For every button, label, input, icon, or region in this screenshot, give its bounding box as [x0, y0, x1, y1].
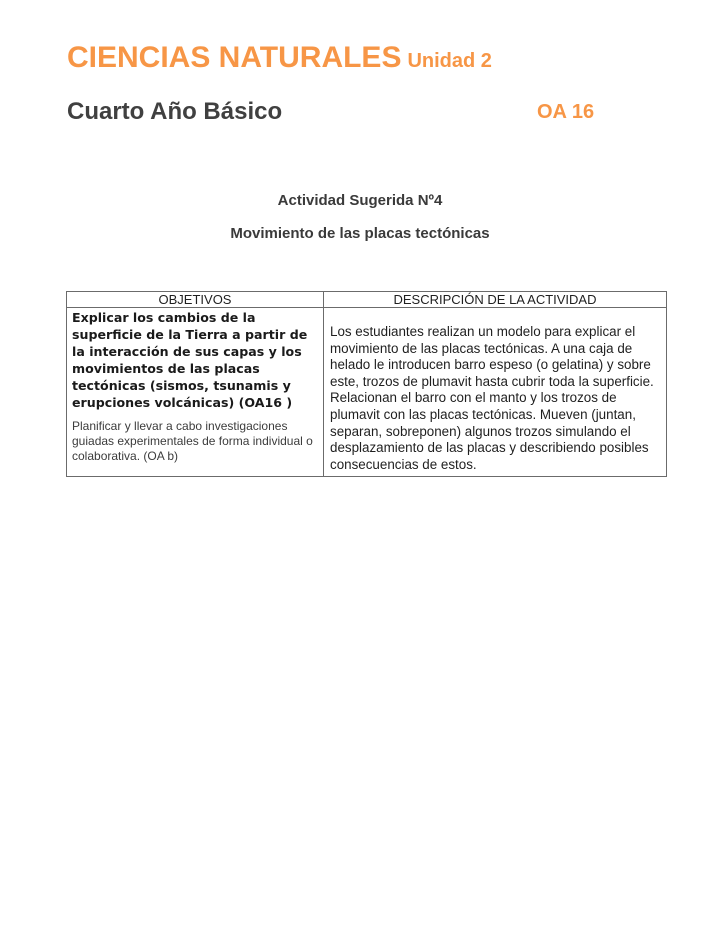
header-objectives: OBJETIVOS [67, 292, 324, 308]
subject-title: CIENCIAS NATURALES [67, 41, 402, 74]
objective-main: Explicar los cambios de la superficie de la Tierra a partir de la interacción de sus capas y los movimientos de las placas tectónicas (sismos, tsunamis y erupciones volcánicas) (OA16 ) [72, 310, 308, 410]
description-cell [324, 308, 667, 477]
activity-table [66, 291, 667, 477]
activity-title: Movimiento de las placas tectónicas [230, 225, 490, 242]
table-row [67, 308, 667, 477]
activity-description: Los estudiantes realizan un modelo para explicar el movimiento de las placas tectónicas. A una caja de helado le introducen barro espeso (o gelatina) y sobre este, trozos de plumavit hasta cubrir toda la superficie. Relacionan el barro con el manto y los trozos de plumavit con las placas tectónicas. Mueven (juntan, separan, sobreponen) algunos trozos simulando el desplazamiento de las placas y describiendo posibles consecuencias de estos. [330, 324, 654, 472]
objectives-cell [67, 308, 324, 477]
table-header-row [67, 292, 667, 308]
document-title [67, 41, 492, 75]
header-description: DESCRIPCIÓN DE LA ACTIVIDAD [324, 292, 667, 308]
oa-code: OA 16 [537, 101, 595, 123]
objective-skill: Planificar y llevar a cabo investigaciones guiadas experimentales de forma individual o colaborativa. (OA b) [72, 419, 313, 463]
activity-number: Actividad Sugerida Nº4 [277, 192, 443, 209]
grade-level: Cuarto Año Básico [67, 98, 283, 125]
unit-label: Unidad 2 [407, 50, 492, 72]
